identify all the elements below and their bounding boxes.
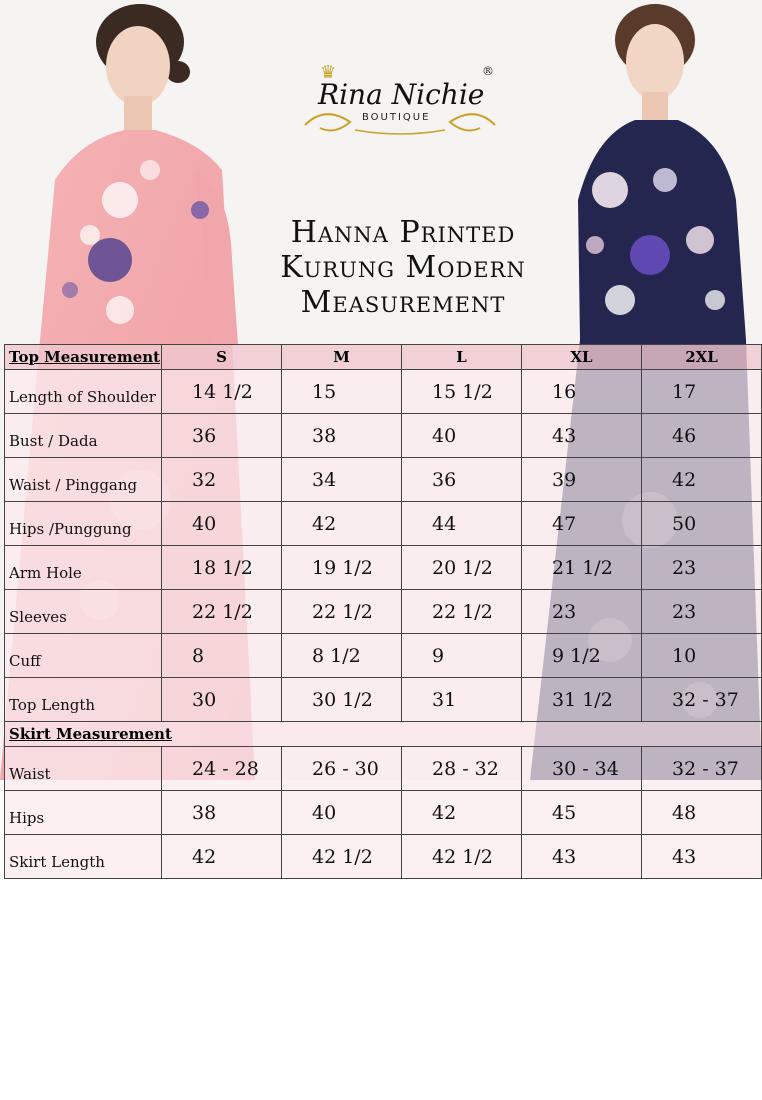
measurement-value: 26 - 30 [282,747,402,791]
measurement-table [4,344,762,879]
measurement-value: 31 [402,678,522,722]
measurement-value: 40 [162,502,282,546]
page-title [258,215,548,320]
title-line-3: Measurement [300,285,506,320]
measurement-value: 42 1/2 [402,835,522,879]
row-label: Sleeves [5,590,162,634]
measurement-value: 42 [642,458,762,502]
measurement-value: 43 [522,414,642,458]
crown-icon: ♛ [320,62,337,83]
table-row [5,835,762,879]
table-header-row [5,345,762,370]
brand-subtitle: BOUTIQUE [362,112,431,123]
brand-name: Rina Nichie [318,78,485,111]
skirt-measurement-header: Skirt Measurement [5,722,762,747]
measurement-value: 20 1/2 [402,546,522,590]
row-label: Arm Hole [5,546,162,590]
top-measurement-header: Top Measurement [5,345,162,370]
measurement-value: 21 1/2 [522,546,642,590]
measurement-value: 23 [642,590,762,634]
registered-mark: ® [482,64,494,78]
size-header: 2XL [642,345,762,370]
row-label: Top Length [5,678,162,722]
table-row [5,458,762,502]
measurement-value: 46 [642,414,762,458]
measurement-value: 19 1/2 [282,546,402,590]
measurement-value: 50 [642,502,762,546]
row-label: Waist / Pinggang [5,458,162,502]
measurement-value: 45 [522,791,642,835]
measurement-value: 40 [282,791,402,835]
measurement-value: 34 [282,458,402,502]
measurement-value: 36 [162,414,282,458]
title-line-1: Hanna Printed [290,215,516,250]
measurement-value: 30 1/2 [282,678,402,722]
title-line-2: Kurung Modern [280,250,526,285]
measurement-value: 42 [162,835,282,879]
measurement-value: 22 1/2 [402,590,522,634]
measurement-value: 32 [162,458,282,502]
measurement-value: 15 1/2 [402,370,522,414]
measurement-value: 31 1/2 [522,678,642,722]
measurement-value: 16 [522,370,642,414]
measurement-value: 32 - 37 [642,747,762,791]
measurement-value: 22 1/2 [282,590,402,634]
measurement-value: 38 [162,791,282,835]
measurement-value: 47 [522,502,642,546]
measurement-value: 23 [522,590,642,634]
measurement-value: 43 [642,835,762,879]
measurement-value: 22 1/2 [162,590,282,634]
size-header: XL [522,345,642,370]
measurement-value: 18 1/2 [162,546,282,590]
table-row [5,370,762,414]
table-row [5,590,762,634]
measurement-value: 10 [642,634,762,678]
skirt-section-row [5,722,762,747]
row-label: Hips [5,791,162,835]
measurement-value: 42 [402,791,522,835]
table-row [5,678,762,722]
measurement-value: 17 [642,370,762,414]
measurement-value: 8 1/2 [282,634,402,678]
row-label: Waist [5,747,162,791]
row-label: Skirt Length [5,835,162,879]
row-label: Bust / Dada [5,414,162,458]
table-row [5,546,762,590]
table-row [5,502,762,546]
measurement-value: 9 1/2 [522,634,642,678]
measurement-value: 48 [642,791,762,835]
row-label: Length of Shoulder [5,370,162,414]
brand-logo [290,60,510,150]
size-header: S [162,345,282,370]
measurement-value: 42 1/2 [282,835,402,879]
table-row [5,634,762,678]
table-row [5,414,762,458]
measurement-value: 32 - 37 [642,678,762,722]
measurement-value: 43 [522,835,642,879]
measurement-value: 24 - 28 [162,747,282,791]
measurement-value: 30 - 34 [522,747,642,791]
row-label: Hips /Punggung [5,502,162,546]
size-header: L [402,345,522,370]
measurement-value: 36 [402,458,522,502]
measurement-value: 42 [282,502,402,546]
measurement-value: 30 [162,678,282,722]
row-label: Cuff [5,634,162,678]
measurement-value: 28 - 32 [402,747,522,791]
measurement-value: 15 [282,370,402,414]
measurement-value: 38 [282,414,402,458]
measurement-value: 40 [402,414,522,458]
measurement-value: 9 [402,634,522,678]
table-row [5,747,762,791]
size-header: M [282,345,402,370]
measurement-value: 39 [522,458,642,502]
measurement-value: 44 [402,502,522,546]
measurement-value: 23 [642,546,762,590]
measurement-value: 14 1/2 [162,370,282,414]
table-row [5,791,762,835]
measurement-value: 8 [162,634,282,678]
